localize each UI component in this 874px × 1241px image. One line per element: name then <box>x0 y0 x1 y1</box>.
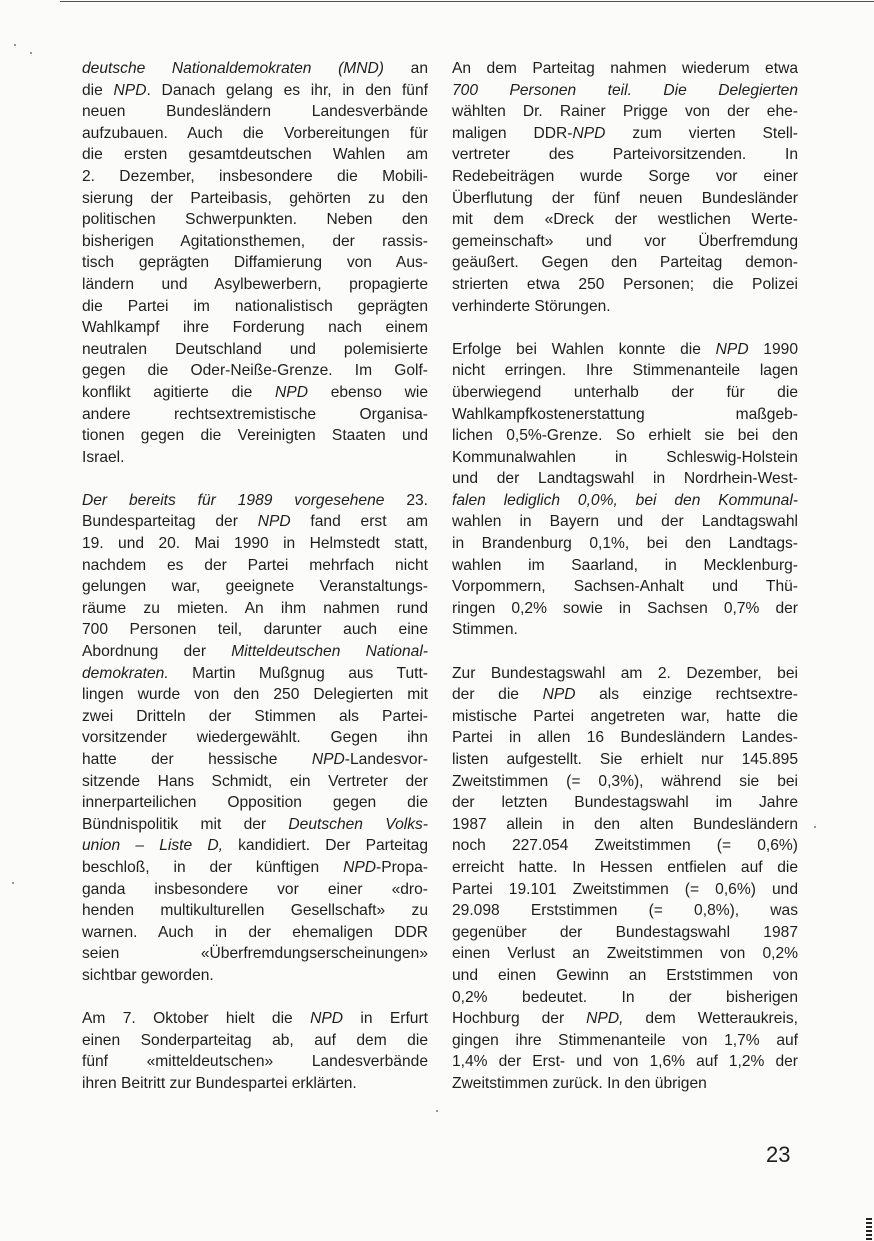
text-run: fünf «mitteldeutschen» Landesverbände <box>82 1053 428 1071</box>
text-run: Bundesparteitag der <box>82 513 258 531</box>
scan-edge-mark <box>866 1218 872 1240</box>
text-line <box>82 101 428 123</box>
italic-run: Deutschen Volks- <box>288 815 428 833</box>
text-run: ländern und Asylbewerbern, propagierte <box>82 275 428 293</box>
text-line <box>82 144 428 166</box>
text-line <box>82 771 428 793</box>
text-line <box>82 447 428 469</box>
text-line <box>452 123 798 145</box>
text-run: aufzubauen. Auch die Vorbereitungen für <box>82 124 428 142</box>
text-run: räume zu mieten. An ihm nahmen rund <box>82 599 428 617</box>
paragraph <box>82 490 428 987</box>
text-line <box>452 490 798 512</box>
text-run: warnen. Auch in der ehemaligen DDR <box>82 923 428 941</box>
italic-run: Der bereits für 1989 vorgesehene <box>82 491 385 509</box>
text-run: nachdem es der Partei mehrfach nicht <box>82 556 428 574</box>
text-run: noch 227.054 Zweitstimmen (= 0,6%) <box>452 837 798 855</box>
text-run: vertreter des Parteivorsitzenden. In <box>452 146 798 164</box>
text-line <box>82 274 428 296</box>
text-line <box>452 663 798 685</box>
text-run: Zweitstimmen zurück. In den übrigen <box>452 1074 707 1092</box>
text-line <box>82 663 428 685</box>
text-line <box>452 1051 798 1073</box>
text-run: Zweitstimmen (= 0,3%), während sie bei <box>452 772 798 790</box>
text-run: tisch geprägten Diffamierung von Aus- <box>82 254 428 272</box>
text-line <box>452 900 798 922</box>
text-line <box>82 123 428 145</box>
text-run: geäußert. Gegen den Parteitag demon- <box>452 254 798 272</box>
text-line <box>82 360 428 382</box>
text-run: vorsitzender wiedergewählt. Gegen ihn <box>82 729 428 747</box>
text-run: Redebeiträgen wurde Sorge vor einer <box>452 167 798 185</box>
text-run: 23. <box>384 491 428 509</box>
text-run: in Brandenburg 0,1%, bei den Landtags- <box>452 535 798 553</box>
text-line <box>82 749 428 771</box>
text-line <box>452 231 798 253</box>
text-run: gingen ihre Stimmenanteile von 1,7% auf <box>452 1031 798 1049</box>
text-line <box>82 879 428 901</box>
italic-run: NPD, <box>586 1010 624 1028</box>
text-line <box>452 166 798 188</box>
text-line <box>452 943 798 965</box>
text-line <box>452 188 798 210</box>
text-run: Überflutung der fünf neuen Bundesländer <box>452 189 798 207</box>
text-run: sitzende Hans Schmidt, ein Vertreter der <box>82 772 428 790</box>
text-line <box>82 598 428 620</box>
scan-top-rule <box>60 1 874 2</box>
text-run: ganda insbesondere vor einer «dro- <box>82 880 428 898</box>
scan-speck <box>436 1110 438 1112</box>
text-line <box>452 857 798 879</box>
text-run: Vorpommern, Sachsen-Anhalt und Thü- <box>452 578 798 596</box>
text-line <box>452 879 798 901</box>
text-run: in Erfurt <box>343 1010 428 1028</box>
italic-run: 700 Personen teil. Die Delegierten <box>452 81 798 99</box>
text-run: die ersten gesamtdeutschen Wahlen am <box>82 146 428 164</box>
text-line <box>452 814 798 836</box>
text-run: maligen DDR- <box>452 124 573 142</box>
text-run: zum vierten Stell- <box>605 124 798 142</box>
text-line <box>82 231 428 253</box>
paragraph <box>82 1008 428 1094</box>
text-line <box>452 533 798 555</box>
italic-run: NPD <box>542 686 576 704</box>
text-run: neutralen Deutschland und polemisierte <box>82 340 428 358</box>
text-run: wählten Dr. Rainer Prigge von der ehe- <box>452 103 798 121</box>
text-run: Wahlkampfkostenerstattung maßgeb- <box>452 405 798 423</box>
text-run: An dem Parteitag nahmen wiederum etwa <box>452 60 798 77</box>
paragraph <box>82 58 428 468</box>
text-run: Zur Bundestagswahl am 2. Dezember, bei <box>452 664 798 682</box>
text-run: strierten etwa 250 Personen; die Polizei <box>452 275 798 293</box>
italic-run: Mitteldeutschen National- <box>231 643 428 661</box>
text-run: die Partei im nationalistisch geprägten <box>82 297 428 315</box>
text-run: 1,4% der Erst- und von 1,6% auf 1,2% der <box>452 1053 798 1071</box>
text-line <box>82 490 428 512</box>
text-run: 1990 <box>748 340 798 358</box>
text-line <box>82 922 428 944</box>
right-column <box>452 58 798 1095</box>
text-run: die <box>82 81 114 99</box>
italic-run: NPD <box>311 751 345 768</box>
italic-run: NPD <box>257 513 291 531</box>
text-line <box>82 188 428 210</box>
text-line <box>82 1008 428 1030</box>
italic-run: NPD <box>715 340 749 358</box>
text-run: 1987 allein in den alten Bundesländern <box>452 815 798 833</box>
text-line <box>82 296 428 318</box>
text-run: überwiegend unterhalb der für die <box>452 383 798 401</box>
text-run: Am 7. Oktober hielt die <box>82 1010 311 1028</box>
text-run: fand erst am <box>290 513 428 531</box>
text-line <box>82 555 428 577</box>
italic-run: NPD <box>572 124 606 142</box>
text-run: mistische Partei angetreten war, hatte die <box>452 707 798 725</box>
text-line <box>82 792 428 814</box>
text-run: andere rechtsextremistische Organisa- <box>82 405 428 423</box>
text-run: henden multikulturellen Gesellschaft» zu <box>82 902 428 920</box>
text-line <box>82 900 428 922</box>
text-run: tionen gegen die Vereinigten Staaten und <box>82 427 428 445</box>
text-line <box>82 511 428 533</box>
text-line <box>452 792 798 814</box>
text-line <box>452 965 798 987</box>
text-run: nicht erringen. Ihre Stimmenanteile lagen <box>452 362 798 380</box>
text-line <box>452 274 798 296</box>
text-line <box>452 339 798 361</box>
paragraph <box>452 663 798 1095</box>
text-line <box>452 144 798 166</box>
left-column <box>82 58 428 1095</box>
italic-run: NPD <box>113 81 147 99</box>
text-line <box>82 339 428 361</box>
text-run: und einen Gewinn an Erststimmen von <box>452 966 798 984</box>
text-line <box>452 576 798 598</box>
text-line <box>82 533 428 555</box>
text-run: wahlen in Bayern und der Landtagswahl <box>452 513 798 531</box>
text-run: politischen Schwerpunkten. Neben den <box>82 211 428 229</box>
text-run: der letzten Bundestagswahl im Jahre <box>452 794 798 812</box>
text-line <box>82 814 428 836</box>
text-line <box>452 555 798 577</box>
text-run: hatte der hessische <box>82 751 312 768</box>
scan-speck <box>14 44 16 46</box>
text-line <box>452 922 798 944</box>
text-run: sierung der Parteibasis, gehörten zu den <box>82 189 428 207</box>
text-line <box>82 857 428 879</box>
text-line <box>82 835 428 857</box>
text-run: listen aufgestellt. Sie erhielt nur 145.895 <box>452 751 798 768</box>
text-line <box>452 101 798 123</box>
text-line <box>82 425 428 447</box>
text-line <box>452 80 798 102</box>
text-line <box>82 641 428 663</box>
text-line <box>452 987 798 1009</box>
text-run: 2. Dezember, insbesondere die Mobili- <box>82 167 428 185</box>
text-run: erreicht hatte. In Hessen entfielen auf die <box>452 858 798 876</box>
text-run: . Danach gelang es ihr, in den fünf <box>146 81 428 99</box>
text-run: ihren Beitritt zur Bundespartei erklärten. <box>82 1074 357 1092</box>
text-line <box>452 58 798 80</box>
text-run: gelungen war, geeignete Veranstaltungs- <box>82 578 428 596</box>
text-run: Stimmen. <box>452 621 518 639</box>
text-run: Abordnung der <box>82 643 232 661</box>
italic-run: deutsche Nationaldemokraten (MND) <box>82 60 385 77</box>
text-line <box>82 706 428 728</box>
text-run: innerparteilichen Opposition gegen die <box>82 794 428 812</box>
text-run: 0,2% bedeutet. In der bisherigen <box>452 988 798 1006</box>
text-line <box>82 80 428 102</box>
italic-run: NPD <box>275 383 308 401</box>
text-line <box>452 1008 798 1030</box>
text-run: Erfolge bei Wahlen konnte die <box>452 340 716 358</box>
text-run: beschloß, in der künftigen <box>82 858 344 876</box>
text-run: 19. und 20. Mai 1990 in Helmstedt statt, <box>82 535 428 553</box>
paragraph <box>452 339 798 641</box>
text-run: an <box>384 60 428 77</box>
italic-run: NPD <box>310 1010 344 1028</box>
text-run: ringen 0,2% sowie in Sachsen 0,7% der <box>452 599 798 617</box>
text-line <box>452 404 798 426</box>
text-run: einen Sonderparteitag ab, auf dem die <box>82 1031 428 1049</box>
text-run: lingen wurde von den 250 Delegierten mit <box>82 686 428 704</box>
text-line <box>452 468 798 490</box>
text-run: bisherigen Agitationsthemen, der rassis- <box>82 232 428 250</box>
text-line <box>452 684 798 706</box>
text-line <box>82 1073 428 1095</box>
text-line <box>452 209 798 231</box>
text-line <box>452 296 798 318</box>
text-run: Wahlkampf ihre Forderung nach einem <box>82 319 428 337</box>
text-run: gemeinschaft» und vor Überfremdung <box>452 232 798 250</box>
text-line <box>82 684 428 706</box>
text-line <box>82 317 428 339</box>
text-run: neuen Bundesländern Landesverbände <box>82 103 428 121</box>
text-line <box>452 425 798 447</box>
text-run: kandidiert. Der Parteitag <box>222 837 428 855</box>
text-run: 700 Personen teil, darunter auch eine <box>82 621 428 639</box>
text-run: gegenüber der Bundestagswahl 1987 <box>452 923 798 941</box>
text-run: Partei 19.101 Zweitstimmen (= 0,6%) und <box>452 880 798 898</box>
text-run: seien «Überfremdungserscheinungen» <box>82 945 428 963</box>
text-run: verhinderte Störungen. <box>452 297 611 315</box>
text-run: gegen die Oder-Neiße-Grenze. Im Golf- <box>82 362 428 380</box>
text-line <box>82 619 428 641</box>
text-line <box>82 209 428 231</box>
text-line <box>452 252 798 274</box>
text-line <box>82 1030 428 1052</box>
scan-speck <box>30 52 32 54</box>
text-run: und der Landtagswahl in Nordrhein-West- <box>452 470 798 488</box>
text-line <box>82 1051 428 1073</box>
text-run: dem Wetteraukreis, <box>623 1010 798 1028</box>
text-line <box>452 835 798 857</box>
text-run: konflikt agitierte die <box>82 383 276 401</box>
text-line <box>82 965 428 987</box>
text-run: -Landesvor- <box>344 751 428 768</box>
text-line <box>82 166 428 188</box>
italic-run: union – Liste D, <box>82 837 223 855</box>
text-line <box>452 1030 798 1052</box>
text-run: lichen 0,5%-Grenze. So erhielt sie bei den <box>452 427 798 445</box>
text-line <box>82 943 428 965</box>
italic-run: NPD <box>343 858 376 876</box>
text-line <box>452 382 798 404</box>
text-line <box>82 404 428 426</box>
text-run: als einzige rechtsextre- <box>575 686 798 704</box>
text-run: einen Verlust an Zweitstimmen von 0,2% <box>452 945 798 963</box>
scan-speck <box>12 882 14 884</box>
text-run: der die <box>452 686 543 704</box>
text-line <box>452 727 798 749</box>
text-run: mit dem «Dreck der westlichen Werte- <box>452 211 798 229</box>
text-line <box>452 360 798 382</box>
text-line <box>82 727 428 749</box>
text-line <box>452 511 798 533</box>
text-line <box>452 771 798 793</box>
scan-top-edge <box>0 0 874 4</box>
text-run: Hochburg der <box>452 1010 587 1028</box>
text-line <box>82 252 428 274</box>
text-line <box>82 58 428 80</box>
text-line <box>82 576 428 598</box>
text-line <box>452 598 798 620</box>
text-run: ebenso wie <box>307 383 428 401</box>
italic-run: falen lediglich 0,0%, bei den Kommunal- <box>452 491 798 509</box>
text-line <box>452 749 798 771</box>
text-run: Israel. <box>82 448 125 466</box>
text-run: 29.098 Erststimmen (= 0,8%), was <box>452 902 798 920</box>
text-run: Bündnispolitik mit der <box>82 815 289 833</box>
text-line <box>82 382 428 404</box>
italic-run: demokraten. <box>82 664 169 682</box>
text-run: -Propa- <box>376 858 428 876</box>
text-line <box>452 706 798 728</box>
text-line <box>452 619 798 641</box>
text-run: wahlen im Saarland, in Mecklenburg- <box>452 556 798 574</box>
text-run: Martin Mußgnug aus Tutt- <box>168 664 428 682</box>
text-line <box>452 447 798 469</box>
scan-speck <box>814 826 816 828</box>
text-run: Partei in allen 16 Bundesländern Landes- <box>452 729 798 747</box>
text-run: Kommunalwahlen in Schleswig-Holstein <box>452 448 798 466</box>
paragraph <box>452 58 798 317</box>
text-run: zwei Dritteln der Stimmen als Partei- <box>82 707 428 725</box>
page-number: 23 <box>766 1142 791 1167</box>
text-line <box>452 1073 798 1095</box>
text-run: sichtbar geworden. <box>82 966 214 984</box>
